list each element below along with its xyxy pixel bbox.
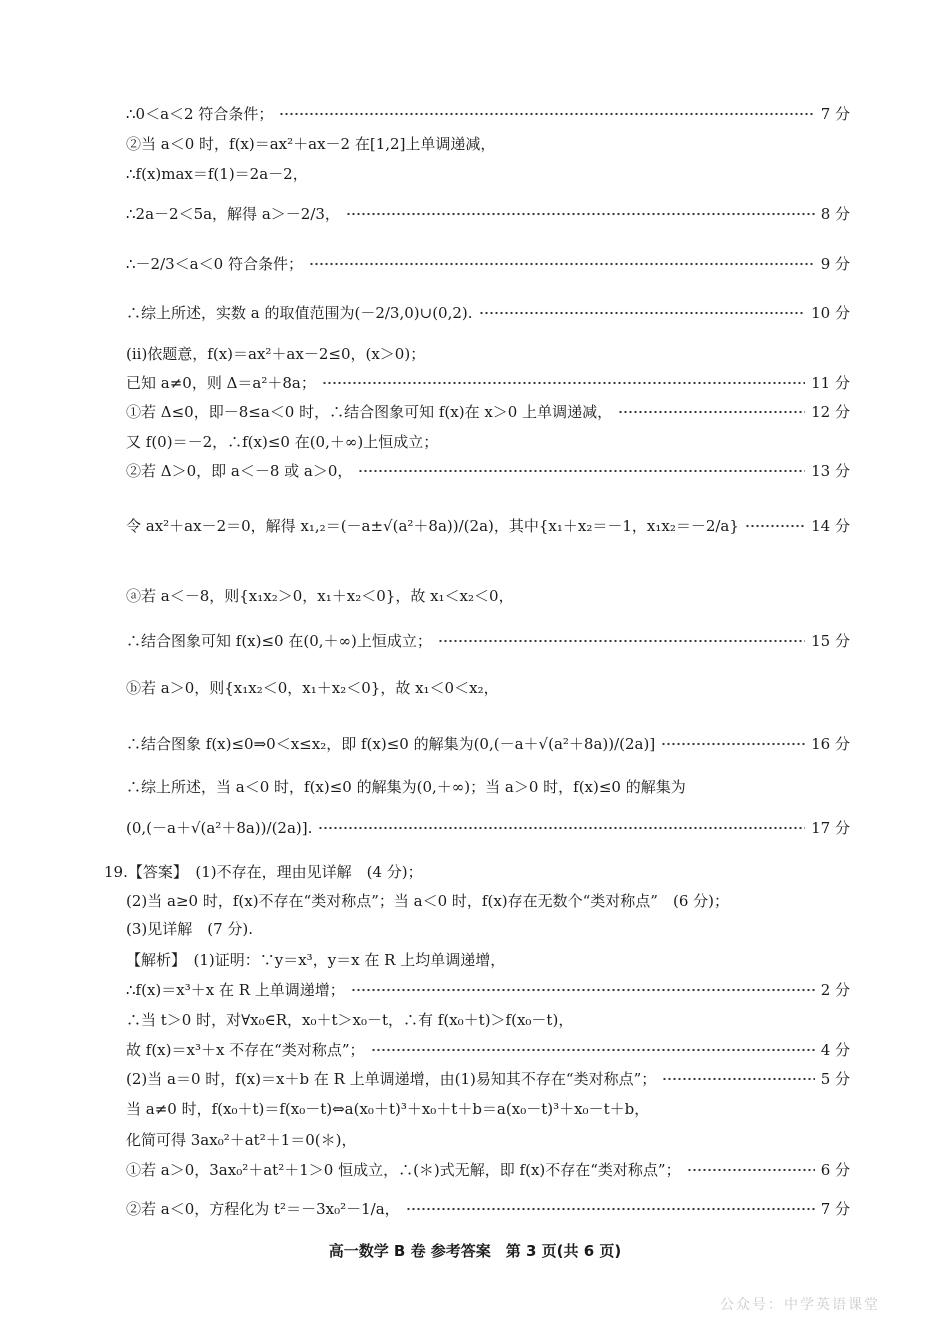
leader-dots — [322, 381, 805, 385]
solution-line: 【解析】 (1)证明：∵y＝x³，y＝x 在 R 上均单调递增， — [126, 951, 506, 969]
leader-dots — [661, 742, 805, 746]
score-mark: 7 分 — [820, 1200, 850, 1218]
score-mark: 11 分 — [811, 374, 850, 392]
solution-line: 令 ax²＋ax－2＝0，解得 x₁,₂＝(－a±√(a²＋8a))/(2a)，其中{x₁＋x₂＝－1，x₁x₂＝－2/a} 14 分 — [126, 517, 850, 535]
solution-line: 故 f(x)＝x³＋x 不存在“类对称点”； 4 分 — [126, 1041, 850, 1059]
score-mark: 17 分 — [811, 819, 850, 837]
solution-line: 当 a≠0 时，f(x₀＋t)＝f(x₀－t)⇔a(x₀＋t)³＋x₀＋t＋b＝a(x₀－t)³＋x₀－t＋b， — [126, 1100, 650, 1118]
score-mark: 12 分 — [811, 403, 850, 421]
leader-dots — [351, 988, 815, 992]
solution-line: (0,(－a＋√(a²＋8a))/(2a)]. 17 分 — [126, 819, 850, 837]
solution-line: (2)当 a≥0 时，f(x)不存在“类对称点”；当 a＜0 时，f(x)存在无数个“类对称点” (6 分)； — [126, 892, 729, 910]
solution-line: 又 f(0)＝－2，∴f(x)≤0 在(0,＋∞)上恒成立； — [126, 433, 439, 451]
score-mark: 4 分 — [820, 1041, 850, 1059]
solution-line: ∴综上所述，当 a＜0 时，f(x)≤0 的解集为(0,＋∞)；当 a＞0 时，f(x)≤0 的解集为 — [126, 778, 686, 796]
leader-dots — [406, 1207, 815, 1211]
solution-line: ∴结合图象可知 f(x)≤0 在(0,＋∞)上恒成立； 15 分 — [126, 632, 850, 650]
leader-dots — [309, 262, 815, 266]
solution-line: ①若 a＞0，3ax₀²＋at²＋1＞0 恒成立，∴(＊)式无解，即 f(x)不存在“类对称点”； 6 分 — [126, 1161, 850, 1179]
score-mark: 5 分 — [820, 1070, 850, 1088]
solution-line: (2)当 a＝0 时，f(x)＝x＋b 在 R 上单调递增，由(1)易知其不存在“类对称点”； 5 分 — [126, 1070, 850, 1088]
solution-line: ∴f(x)max＝f(1)＝2a－2， — [126, 165, 308, 183]
score-mark: 6 分 — [820, 1161, 850, 1179]
solution-line: ①若 Δ≤0，即－8≤a＜0 时，∴结合图象可知 f(x)在 x＞0 上单调递减， 12 分 — [126, 403, 850, 421]
leader-dots — [318, 826, 805, 830]
solution-line: ②若 Δ＞0，即 a＜－8 或 a＞0， 13 分 — [126, 462, 850, 480]
solution-line: ∴0＜a＜2 符合条件； 7 分 — [126, 105, 850, 123]
leader-dots — [438, 639, 805, 643]
score-mark: 2 分 — [820, 981, 850, 999]
solution-line: (3)见详解 (7 分). — [126, 920, 254, 938]
solution-line: ⓑ若 a＞0，则{x₁x₂＜0，x₁＋x₂＜0}，故 x₁＜0＜x₂， — [126, 679, 499, 697]
solution-line: 已知 a≠0，则 Δ＝a²＋8a； 11 分 — [126, 374, 850, 392]
score-mark: 16 分 — [811, 735, 850, 753]
leader-dots — [479, 311, 806, 315]
score-mark: 7 分 — [820, 105, 850, 123]
score-mark: 9 分 — [820, 255, 850, 273]
solution-line: ②若 a＜0，方程化为 t²＝－3x₀²－1/a， 7 分 — [126, 1200, 850, 1218]
leader-dots — [687, 1168, 815, 1172]
solution-line: ∴当 t＞0 时，对∀x₀∈R，x₀＋t＞x₀－t，∴有 f(x₀＋t)＞f(x₀－t)， — [126, 1011, 574, 1029]
solution-line: ②当 a＜0 时，f(x)＝ax²＋ax－2 在[1,2]上单调递减， — [126, 135, 496, 153]
score-mark: 14 分 — [811, 517, 850, 535]
solution-line: ∴－2/3＜a＜0 符合条件； 9 分 — [126, 255, 850, 273]
solution-line: ∴综上所述，实数 a 的取值范围为(－2/3,0)∪(0,2). 10 分 — [126, 304, 850, 322]
watermark: 公众号：中学英语课堂 — [720, 1297, 880, 1313]
page-footer: 高一数学 B 卷 参考答案 第 3 页(共 6 页) — [328, 1242, 622, 1260]
solution-line: ⓐ若 a＜－8，则{x₁x₂＞0，x₁＋x₂＜0}，故 x₁＜x₂＜0， — [126, 587, 514, 605]
solution-line: ∴2a－2＜5a，解得 a＞－2/3， 8 分 — [126, 205, 850, 223]
leader-dots — [662, 1077, 814, 1081]
leader-dots — [371, 1048, 815, 1052]
leader-dots — [346, 212, 815, 216]
leader-dots — [618, 410, 805, 414]
solution-line: ∴f(x)＝x³＋x 在 R 上单调递增； 2 分 — [126, 981, 850, 999]
solution-line: (ii)依题意，f(x)＝ax²＋ax－2≤0，(x＞0)； — [126, 345, 426, 363]
score-mark: 13 分 — [811, 462, 850, 480]
solution-line: 化简可得 3ax₀²＋at²＋1＝0(＊)， — [126, 1131, 357, 1149]
question-19-heading: 19.【答案】 (1)不存在，理由见详解 (4 分)； — [104, 863, 423, 881]
leader-dots — [358, 469, 805, 473]
score-mark: 10 分 — [811, 304, 850, 322]
score-mark: 8 分 — [820, 205, 850, 223]
leader-dots — [279, 112, 814, 116]
leader-dots — [745, 524, 805, 528]
score-mark: 15 分 — [811, 632, 850, 650]
solution-line: ∴结合图象 f(x)≤0⇒0＜x≤x₂，即 f(x)≤0 的解集为(0,(－a＋√(a²＋8a))/(2a)] 16 分 — [126, 735, 850, 753]
